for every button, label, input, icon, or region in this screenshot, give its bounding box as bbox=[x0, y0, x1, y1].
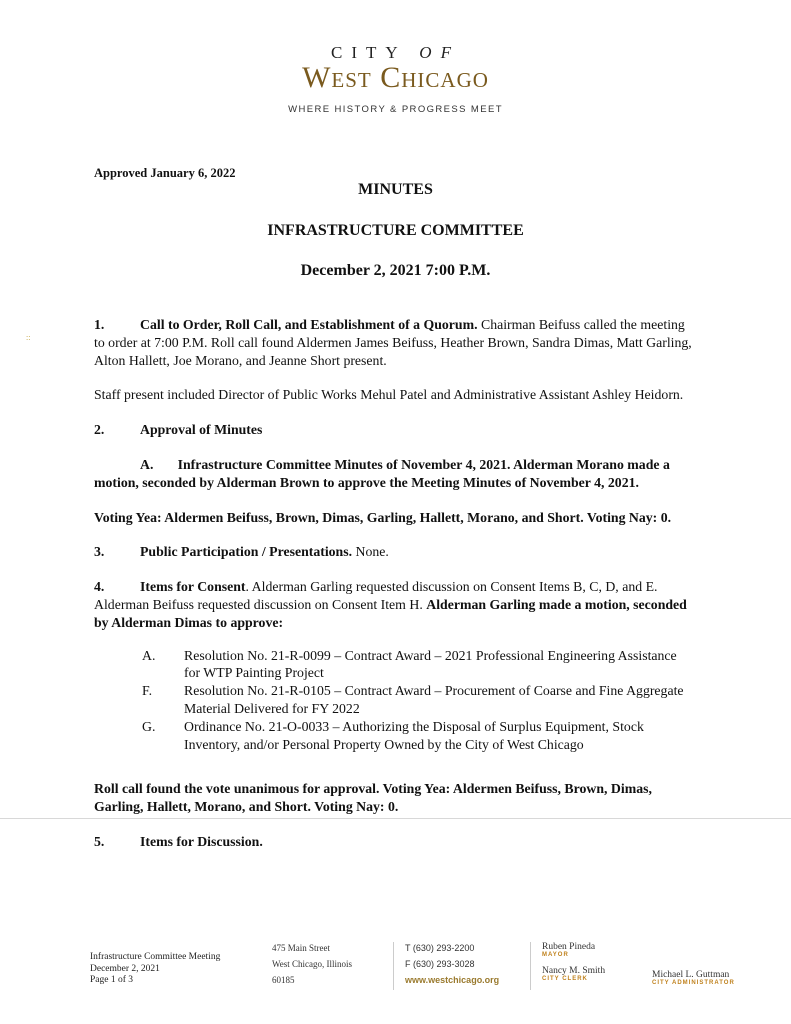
list-item bbox=[94, 718, 694, 754]
section-1-heading: Call to Order, Roll Call, and Establishment of a Quorum. bbox=[140, 317, 478, 332]
committee-name: INFRASTRUCTURE COMMITTEE bbox=[267, 222, 524, 239]
footer-page-number: Page 1 of 3 bbox=[90, 975, 134, 985]
section-2-heading: Approval of Minutes bbox=[140, 422, 263, 438]
footer-contact bbox=[405, 940, 499, 988]
footer-website-link[interactable]: www.westchicago.org bbox=[405, 975, 500, 985]
consent-item-text: Resolution No. 21-R-0105 – Contract Award – Procurement of Coarse and Fine Aggregate Material Delivered for FY 2022 bbox=[184, 683, 684, 716]
section-2-item-letter: A. bbox=[140, 456, 154, 472]
section-5-number: 5. bbox=[94, 833, 105, 849]
footer-address-zip: 60185 bbox=[272, 975, 295, 985]
consent-item-letter: G. bbox=[142, 718, 156, 734]
footer-clerk-name: Nancy M. Smith bbox=[542, 966, 606, 976]
section-4-rollcall: Roll call found the vote unanimous for approval. Voting Yea: Aldermen Beifuss, Brown, Dimas, Garling, Hallett, Morano, and Short. Voting Nay: 0. bbox=[94, 781, 652, 815]
section-4-number: 4. bbox=[94, 579, 105, 595]
footer-mayor-role: MAYOR bbox=[542, 952, 569, 958]
footer-officials bbox=[542, 942, 605, 982]
footer-address bbox=[272, 940, 352, 988]
footer-separator bbox=[530, 942, 531, 990]
section-5 bbox=[94, 833, 694, 851]
footer-admin-name: Michael L. Guttman bbox=[652, 970, 730, 980]
document-title: MINUTES bbox=[358, 181, 433, 198]
consent-item-letter: F. bbox=[142, 683, 153, 699]
section-2-number: 2. bbox=[94, 422, 105, 438]
consent-item-letter: A. bbox=[142, 647, 156, 663]
footer-phone: T (630) 293-2200 bbox=[405, 943, 475, 953]
consent-item-text: Resolution No. 21-R-0099 – Contract Award – 2021 Professional Engineering Assistance for WTP Painting Project bbox=[184, 647, 677, 681]
section-3-heading: Public Participation / Presentations. bbox=[140, 544, 353, 560]
list-item bbox=[94, 682, 694, 718]
footer-admin-role: CITY ADMINISTRATOR bbox=[652, 980, 735, 986]
footer-meeting-date: December 2, 2021 bbox=[90, 963, 160, 974]
section-2-item-text: Infrastructure Committee Minutes of November 4, 2021. Alderman Morano made a motion, seconded by Alderman Brown to approve the Meeting Minutes of November 4, 2021. bbox=[94, 456, 670, 490]
section-2-vote: Voting Yea: Aldermen Beifuss, Brown, Dimas, Garling, Hallett, Morano, and Short. Voting Nay: 0. bbox=[94, 509, 672, 525]
consent-items-list bbox=[94, 647, 694, 754]
section-4-heading: Items for Consent bbox=[140, 579, 246, 595]
footer-mayor-name: Ruben Pineda bbox=[542, 942, 596, 952]
letterhead bbox=[0, 44, 791, 115]
section-2 bbox=[94, 421, 694, 439]
minutes-body bbox=[94, 316, 694, 868]
letterhead-tagline: WHERE HISTORY & PROGRESS MEET bbox=[288, 104, 503, 115]
footer-address-city: West Chicago, Illinois bbox=[272, 959, 353, 969]
letterhead-city-word: CITY bbox=[331, 43, 407, 62]
section-1-text: Chairman Beifuss called the meeting to order at 7:00 P.M. Roll call found Aldermen James Beifuss, Heather Brown, Sandra Dimas, Matt Garling, Alton Hallett, Joe Morano, and Jeanne Short present. bbox=[94, 317, 692, 368]
consent-item-text: Ordinance No. 21-O-0033 – Authorizing the Disposal of Surplus Equipment, Stock Inventory, and/or Personal Property Owned by the City of West Chicago bbox=[184, 718, 644, 752]
footer-fax: F (630) 293-3028 bbox=[405, 959, 475, 969]
section-5-heading: Items for Discussion. bbox=[140, 833, 263, 849]
letterhead-city-line bbox=[0, 44, 791, 62]
scan-divider bbox=[0, 818, 791, 819]
section-3-text: None. bbox=[352, 544, 389, 560]
footer-meeting-info bbox=[90, 952, 220, 987]
list-item bbox=[94, 647, 694, 683]
section-3-number: 3. bbox=[94, 544, 105, 560]
approval-note: Approved January 6, 2022 bbox=[94, 166, 236, 180]
section-1 bbox=[94, 316, 694, 369]
page-footer bbox=[0, 940, 791, 1000]
section-3 bbox=[94, 543, 694, 561]
meeting-date-time: December 2, 2021 7:00 P.M. bbox=[300, 262, 491, 279]
section-4 bbox=[94, 578, 694, 631]
footer-separator bbox=[393, 942, 394, 990]
footer-meeting-name: Infrastructure Committee Meeting bbox=[90, 952, 221, 962]
section-4-motion: Alderman Garling made a motion, seconded by Alderman Dimas to approve: bbox=[94, 596, 687, 630]
section-1-number: 1. bbox=[94, 317, 105, 332]
margin-mark-icon: :: bbox=[26, 333, 31, 342]
letterhead-of-word: OF bbox=[419, 43, 460, 62]
section-2-item-a bbox=[94, 456, 694, 492]
section-4-text: . Alderman Garling requested discussion on Consent Items B, C, D, and E. Alderman Beifuss requested discussion on Consent Item H. bbox=[94, 579, 658, 612]
footer-clerk-role: CITY CLERK bbox=[542, 976, 588, 982]
letterhead-city-name: West Chicago bbox=[302, 61, 489, 94]
footer-address-street: 475 Main Street bbox=[272, 943, 330, 953]
section-1-staff: Staff present included Director of Public Works Mehul Patel and Administrative Assistant Ashley Heidorn. bbox=[94, 387, 684, 403]
footer-administrator bbox=[652, 970, 735, 986]
